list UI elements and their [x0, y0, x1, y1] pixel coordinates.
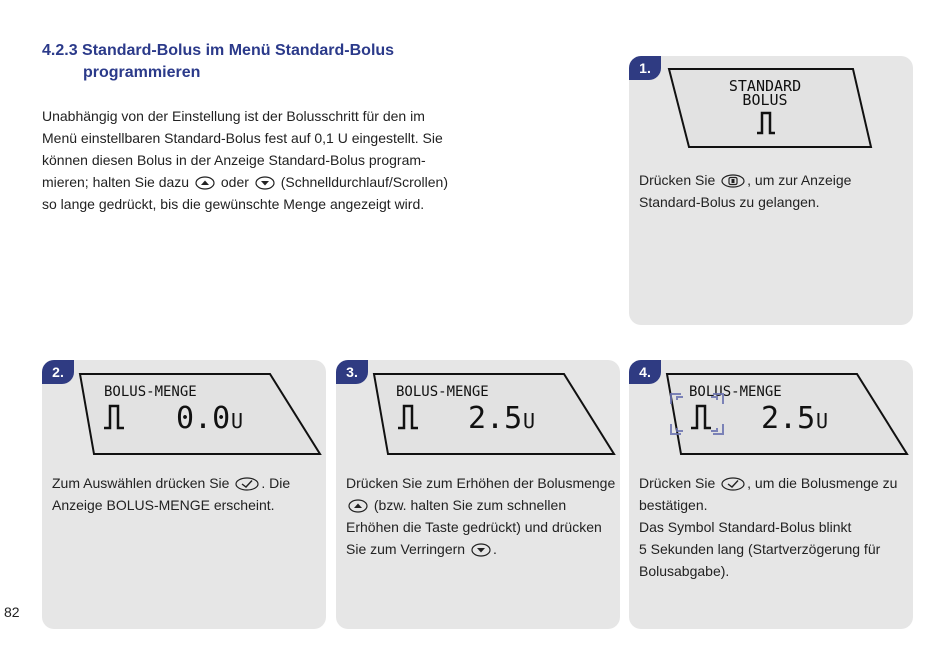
intro-line: Menü einstellbaren Standard-Bolus fest auf 0,1 U eingestellt. Sie — [42, 130, 443, 146]
section-title-line1: Standard-Bolus im Menü Standard-Bolus — [82, 42, 395, 59]
lcd-unit: U — [523, 409, 536, 433]
step-badge: 3. — [336, 360, 368, 384]
caption-text: 5 Sekunden lang (Startverzögerung für — [639, 541, 881, 557]
lcd-label: BOLUS-MENGE — [396, 384, 489, 400]
intro-line: Unabhängig von der Einstellung ist der Bolusschritt für den im — [42, 108, 425, 124]
section-heading — [42, 40, 462, 84]
caption-text: Das Symbol Standard-Bolus blinkt — [639, 519, 852, 535]
caption-text: Drücken Sie zum Erhöhen der Bolusmenge — [346, 475, 616, 491]
caption-text: Standard-Bolus zu gelangen. — [639, 194, 820, 210]
lcd-screen — [370, 370, 620, 460]
up-arrow-button-icon — [195, 176, 215, 190]
caption-text: . Die — [261, 475, 291, 491]
step-caption — [346, 472, 620, 560]
step-caption — [639, 169, 909, 213]
step-badge: 4. — [629, 360, 661, 384]
lcd-line1: STANDARD — [728, 77, 802, 95]
section-title-line2: programmieren — [83, 64, 201, 81]
step-card-2 — [42, 360, 326, 629]
lcd-screen — [663, 370, 913, 460]
intro-text: (Schnelldurchlauf/Scrollen) — [280, 174, 448, 190]
lcd-screen — [665, 65, 875, 151]
lcd-line2: BOLUS — [742, 91, 788, 109]
lcd-unit: U — [231, 409, 244, 433]
caption-text: Drücken Sie — [639, 475, 716, 491]
step-card-1 — [629, 56, 913, 325]
intro-line: mieren; halten Sie dazu — [42, 174, 190, 190]
lcd-value: 2.5 — [468, 401, 523, 436]
caption-text: Erhöhen die Taste gedrückt) und drücken — [346, 519, 602, 535]
caption-text: Zum Auswählen drücken Sie — [52, 475, 230, 491]
caption-text: , um die Bolusmenge zu — [747, 475, 898, 491]
intro-line: so lange gedrückt, bis die gewünschte Menge angezeigt wird. — [42, 196, 425, 212]
caption-text: (bzw. halten Sie zum schnellen — [373, 497, 567, 513]
step-caption — [52, 472, 322, 516]
intro-paragraph — [42, 105, 472, 215]
intro-text: oder — [220, 174, 249, 190]
caption-text: , um zur Anzeige — [747, 172, 852, 188]
lcd-unit: U — [816, 409, 829, 433]
step-badge: 2. — [42, 360, 74, 384]
up-arrow-button-icon — [348, 499, 368, 513]
intro-line: können diesen Bolus in der Anzeige Standard-Bolus program- — [42, 152, 426, 168]
lcd-value: 0.0 — [176, 401, 231, 436]
check-button-icon — [235, 477, 259, 491]
check-button-icon — [721, 477, 745, 491]
step-caption — [639, 472, 913, 582]
caption-text: . — [492, 541, 497, 557]
menu-button-icon — [721, 174, 745, 188]
caption-text: Bolusabgabe). — [639, 563, 730, 579]
down-arrow-button-icon — [255, 176, 275, 190]
caption-text: Sie zum Verringern — [346, 541, 466, 557]
lcd-value: 2.5 — [761, 401, 816, 436]
lcd-screen — [76, 370, 326, 460]
page-number: 82 — [4, 604, 20, 620]
step-card-4 — [629, 360, 913, 629]
step-badge: 1. — [629, 56, 661, 80]
caption-text: bestätigen. — [639, 497, 708, 513]
lcd-label: BOLUS-MENGE — [104, 384, 197, 400]
caption-text: Anzeige BOLUS-MENGE erscheint. — [52, 497, 275, 513]
step-card-3 — [336, 360, 620, 629]
caption-text: Drücken Sie — [639, 172, 716, 188]
lcd-label: BOLUS-MENGE — [689, 384, 782, 400]
down-arrow-button-icon — [471, 543, 491, 557]
section-number: 4.2.3 — [42, 42, 78, 59]
